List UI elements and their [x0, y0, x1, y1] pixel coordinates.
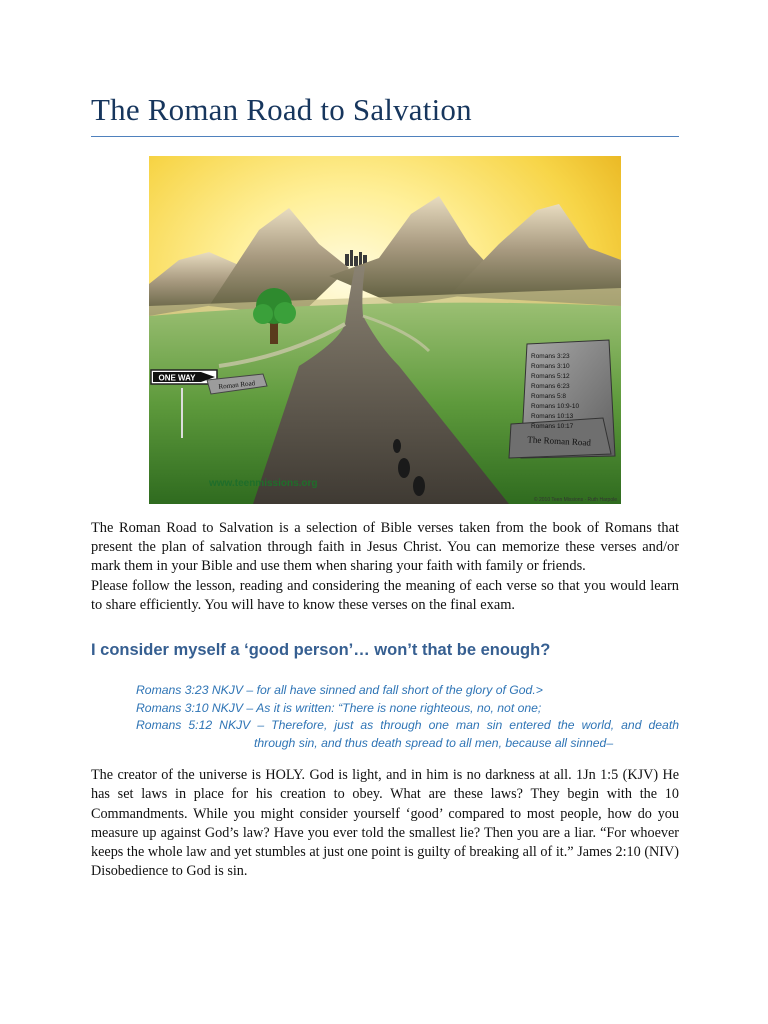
website-label: www.teenmissions.org: [209, 478, 318, 489]
intro-paragraph-2: Please follow the lesson, reading and considering the meaning of each verse so that you would learn to share efficiently. You will have to know these verses on the final exam.: [91, 577, 679, 613]
verse-romans-3-23: Romans 3:23 NKJV – for all have sinned and fall short of the glory of God.>: [136, 683, 543, 697]
roman-road-sign-label: Roman Road: [218, 379, 256, 391]
stone-verse-3: Romans 5:12: [531, 373, 570, 380]
stone-verse-8: Romans 10:17: [531, 423, 574, 430]
body-paragraph: The creator of the universe is HOLY. God is light, and in him is no darkness at all. 1Jn 1:5 (KJV) He has set laws in place for his creation to obey. What are these laws? They begin with the 10 Commandments. While you might consider yourself ‘good’ compared to most people, how do you measure up against God’s law? Have you ever told the smallest lie? Then you are a liar. “For whoever keeps the whole law and yet stumbles at just one point is guilty of breaking all of it.” James 2:10 (NIV) Disobedience to God is sin.: [91, 767, 679, 880]
stone-verse-6: Romans 10:9-10: [531, 403, 580, 410]
verse-romans-5-12-continued: through sin, and thus death spread to all men, because all sinned–: [254, 735, 614, 750]
intro-text: [91, 519, 679, 615]
stone-verse-7: Romans 10:13: [531, 413, 574, 420]
page-title: The Roman Road to Salvation: [91, 92, 472, 127]
intro-paragraph-1: The Roman Road to Salvation is a selection of Bible verses taken from the book of Romans that present the plan of salvation through faith in Jesus Christ. You can memorize these verses and/or mark them in your Bible and use them when sharing your faith with family or friends.: [91, 520, 679, 575]
one-way-label: ONE WAY: [158, 373, 196, 383]
verse-romans-3-10: Romans 3:10 NKJV – As it is written: “There is none righteous, no, not one;: [136, 700, 542, 715]
verse-romans-5-12: Romans 5:12 NKJV – Therefore, just as through one man sin entered the world, and death: [136, 718, 679, 732]
roman-road-illustration: [149, 156, 621, 504]
stone-verse-1: Romans 3:23: [531, 353, 570, 360]
stone-title: The Roman Road: [527, 434, 592, 448]
credit-label: © 2010 Teen Missions · Ruth Harpole: [533, 497, 617, 503]
stone-verse-4: Romans 6:23: [531, 383, 570, 390]
stone-verse-2: Romans 3:10: [531, 363, 570, 370]
title-underline: [91, 136, 679, 137]
verse-block: [136, 682, 679, 752]
stone-verse-5: Romans 5:8: [531, 393, 567, 400]
section-heading: I consider myself a ‘good person’… won’t that be enough?: [91, 641, 551, 659]
